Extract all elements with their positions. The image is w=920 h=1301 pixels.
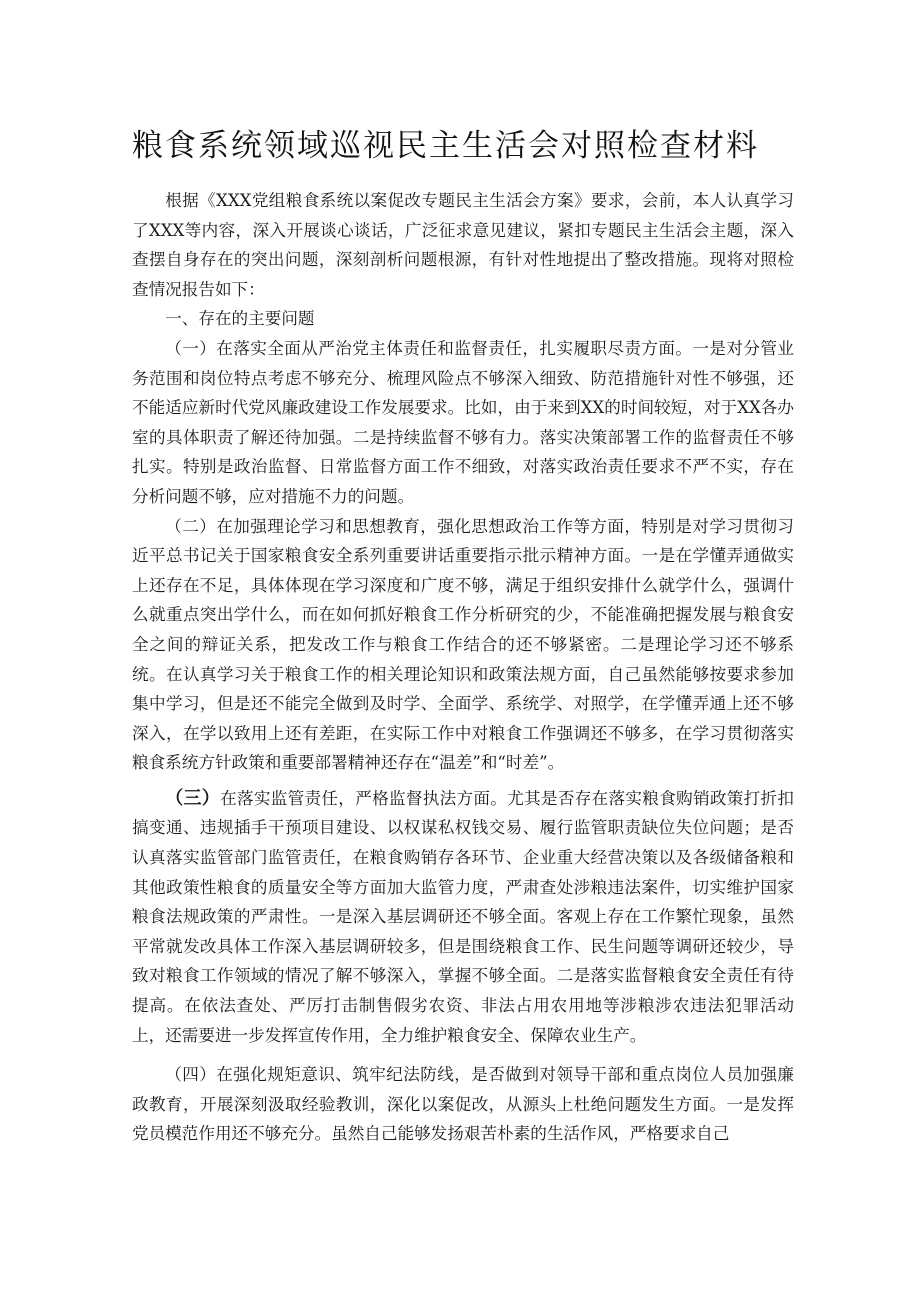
document-body (132, 186, 794, 1149)
item-4-paragraph: （四）在强化规矩意识、筑牢纪法防线，是否做到对领导干部和重点岗位人员加强廉政教育，开展深刻汲取经验教训，深化以案促改，从源头上杜绝问题发生方面。一是发挥党员模范作用还不够充分。虽然自己能够发扬艰苦朴素的生活作风，严格要求自己 (132, 1065, 794, 1144)
item-2-paragraph: （二）在加强理论学习和思想教育，强化思想政治工作等方面，特别是对学习贯彻习近平总书记关于国家粮食安全系列重要讲话重要指示批示精神方面。一是在学懂弄通做实上还存在不足，具体体现在学习深度和广度不够，满足于组织安排什么就学什么，强调什么就重点突出学什么，而在如何抓好粮食工作分析研究的少，不能准确把握发展与粮食安全之间的辩证关系，把发改工作与粮食工作结合的还不够紧密。二是理论学习还不够系统。在认真学习关于粮食工作的相关理论知识和政策法规方面，自己虽然能够按要求参加集中学习，但是还不能完全做到及时学、全面学、系统学、对照学，在学懂弄通上还不够深入，在学以致用上还有差距，在实际工作中对粮食工作强调还不够多，在学习贯彻落实粮食系统方针政策和重要部署精神还存在“温差”和“时差”。 (132, 516, 794, 773)
item-3-paragraph (132, 784, 794, 1050)
item-3-number: （三） (165, 787, 221, 809)
document-title: 粮食系统领域巡视民主生活会对照检查材料 (132, 128, 759, 164)
section-heading: 一、存在的主要问题 (165, 309, 315, 329)
item-1-paragraph: （一）在落实全面从严治党主体责任和监督责任，扎实履职尽责方面。一是对分管业务范围和岗位特点考虑不够充分、梳理风险点不够深入细致、防范措施针对性不够强，还不能适应新时代党风廉政建设工作发展要求。比如，由于来到XX的时间较短，对于XX各办室的具体职责了解还待加强。二是持续监督不够有力。落实决策部署工作的监督责任不够扎实。特别是政治监督、日常监督方面工作不细致，对落实政治责任要求不严不实，存在分析问题不够，应对措施不力的问题。 (132, 338, 794, 506)
item-3-text: 在落实监管责任，严格监督执法方面。尤其是否存在落实粮食购销政策打折扣搞变通、违规插手干预项目建设、以权谋私权钱交易、履行监管职责缺位失位问题；是否认真落实监管部门监管责任，在粮食购销存各环节、企业重大经营决策以及各级储备粮和其他政策性粮食的质量安全等方面加大监管力度，严肃查处涉粮违法案件，切实维护国家粮食法规政策的严肃性。一是深入基层调研还不够全面。客观上存在工作繁忙现象，虽然平常就发改具体工作深入基层调研较多，但是围绕粮食工作、民生问题等调研还较少，导致对粮食工作领域的情况了解不够深入，掌握不够全面。二是落实监督粮食安全责任有待提高。在依法查处、严厉打击制售假劣农资、非法占用农用地等涉粮涉农违法犯罪活动上，还需要进一步发挥宣传作用，全力维护粮食安全、保障农业生产。 (132, 788, 795, 1045)
intro-paragraph: 根据《XXX党组粮食系统以案促改专题民主生活会方案》要求，会前，本人认真学习了XXX等内容，深入开展谈心谈话，广泛征求意见建议，紧扣专题民主生活会主题，深入查摆自身存在的突出问题，深刻剖析问题根源，有针对性地提出了整改措施。现将对照检查情况报告如下： (132, 191, 794, 299)
